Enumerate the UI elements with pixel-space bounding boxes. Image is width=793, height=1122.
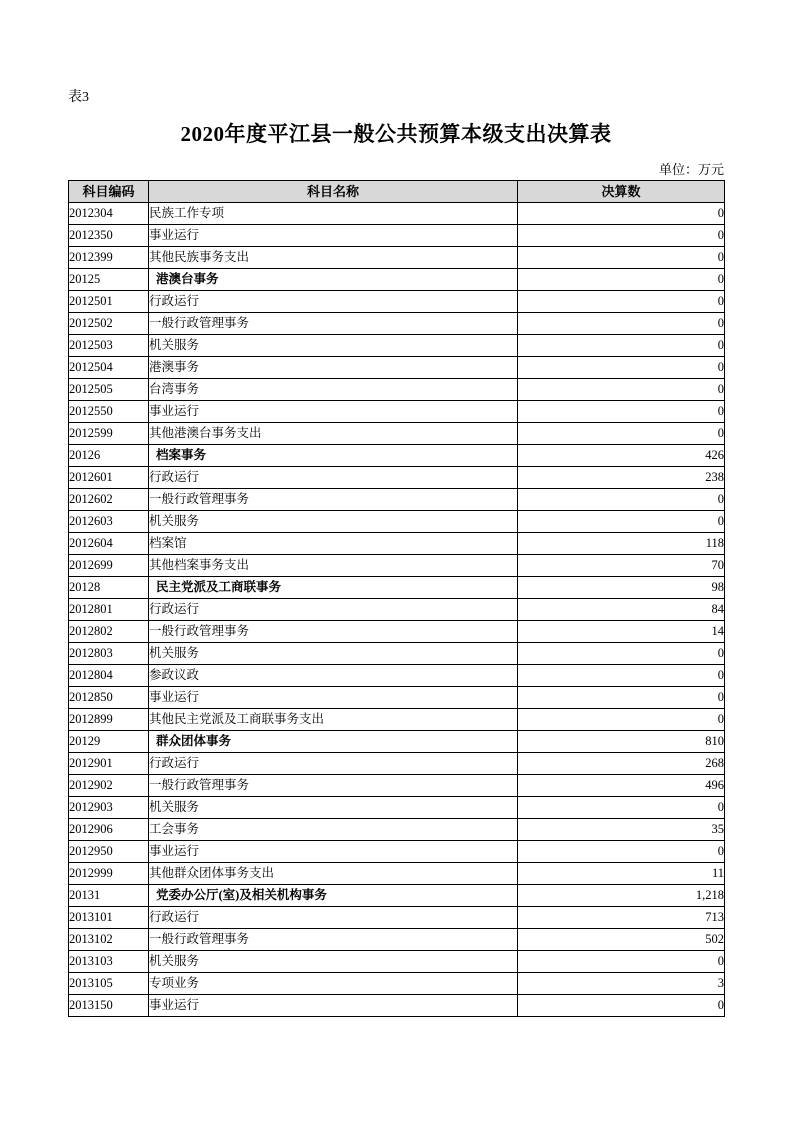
subject-code-cell: 2012504 (69, 357, 149, 379)
subject-name-cell: 其他港澳台事务支出 (149, 423, 518, 445)
subject-name-cell: 机关服务 (149, 335, 518, 357)
table-row (69, 929, 725, 951)
subject-code-cell: 2013105 (69, 973, 149, 995)
header-subject-code: 科目编码 (69, 181, 149, 203)
final-amount-cell: 70 (518, 555, 725, 577)
subject-name-cell: 党委办公厅(室)及相关机构事务 (149, 885, 518, 907)
table-row (69, 643, 725, 665)
table-row (69, 753, 725, 775)
table-row (69, 775, 725, 797)
header-row (69, 181, 725, 203)
subject-name-cell: 一般行政管理事务 (149, 929, 518, 951)
budget-table (68, 180, 725, 1017)
subject-code-cell: 2012802 (69, 621, 149, 643)
subject-code-cell: 2012603 (69, 511, 149, 533)
table-row (69, 269, 725, 291)
table-row (69, 819, 725, 841)
subject-code-cell: 2012505 (69, 379, 149, 401)
subject-name-cell: 一般行政管理事务 (149, 621, 518, 643)
subject-name-cell: 一般行政管理事务 (149, 775, 518, 797)
final-amount-cell: 810 (518, 731, 725, 753)
subject-name-cell: 事业运行 (149, 687, 518, 709)
subject-name-cell: 机关服务 (149, 643, 518, 665)
subject-name-cell: 行政运行 (149, 467, 518, 489)
subject-code-cell: 2012950 (69, 841, 149, 863)
table-row (69, 709, 725, 731)
table-number-label: 表3 (68, 90, 89, 105)
table-row (69, 445, 725, 467)
final-amount-cell: 0 (518, 401, 725, 423)
subject-name-cell: 机关服务 (149, 797, 518, 819)
final-amount-cell: 426 (518, 445, 725, 467)
final-amount-cell: 0 (518, 841, 725, 863)
table-row (69, 555, 725, 577)
subject-name-cell: 其他民主党派及工商联事务支出 (149, 709, 518, 731)
subject-name-cell: 其他群众团体事务支出 (149, 863, 518, 885)
subject-code-cell: 20131 (69, 885, 149, 907)
final-amount-cell: 0 (518, 247, 725, 269)
subject-code-cell: 2013101 (69, 907, 149, 929)
subject-name-cell: 台湾事务 (149, 379, 518, 401)
header-final-amount: 决算数 (518, 181, 725, 203)
subject-code-cell: 2012899 (69, 709, 149, 731)
subject-name-cell: 事业运行 (149, 401, 518, 423)
final-amount-cell: 0 (518, 643, 725, 665)
header-subject-name: 科目名称 (149, 181, 518, 203)
final-amount-cell: 502 (518, 929, 725, 951)
table-row (69, 357, 725, 379)
subject-name-cell: 一般行政管理事务 (149, 313, 518, 335)
subject-name-cell: 一般行政管理事务 (149, 489, 518, 511)
final-amount-cell: 0 (518, 423, 725, 445)
subject-code-cell: 2012902 (69, 775, 149, 797)
table-row (69, 951, 725, 973)
final-amount-cell: 35 (518, 819, 725, 841)
subject-name-cell: 事业运行 (149, 225, 518, 247)
subject-code-cell: 20129 (69, 731, 149, 753)
final-amount-cell: 1,218 (518, 885, 725, 907)
subject-code-cell: 20128 (69, 577, 149, 599)
table-row (69, 225, 725, 247)
subject-name-cell: 档案馆 (149, 533, 518, 555)
table-row (69, 203, 725, 225)
final-amount-cell: 0 (518, 203, 725, 225)
final-amount-cell: 0 (518, 995, 725, 1017)
final-amount-cell: 0 (518, 511, 725, 533)
subject-code-cell: 2012699 (69, 555, 149, 577)
subject-name-cell: 工会事务 (149, 819, 518, 841)
table-row (69, 467, 725, 489)
final-amount-cell: 268 (518, 753, 725, 775)
subject-name-cell: 事业运行 (149, 995, 518, 1017)
subject-code-cell: 2012850 (69, 687, 149, 709)
subject-code-cell: 2012804 (69, 665, 149, 687)
final-amount-cell: 0 (518, 313, 725, 335)
table-row (69, 313, 725, 335)
table-row (69, 577, 725, 599)
table-row (69, 665, 725, 687)
table-row (69, 423, 725, 445)
table-row (69, 621, 725, 643)
subject-code-cell: 2012903 (69, 797, 149, 819)
table-row (69, 841, 725, 863)
subject-code-cell: 2012906 (69, 819, 149, 841)
subject-code-cell: 2012901 (69, 753, 149, 775)
subject-code-cell: 2013103 (69, 951, 149, 973)
subject-code-cell: 2012350 (69, 225, 149, 247)
subject-name-cell: 机关服务 (149, 951, 518, 973)
final-amount-cell: 496 (518, 775, 725, 797)
final-amount-cell: 0 (518, 687, 725, 709)
table-row (69, 533, 725, 555)
subject-name-cell: 参政议政 (149, 665, 518, 687)
subject-name-cell: 事业运行 (149, 841, 518, 863)
subject-name-cell: 行政运行 (149, 599, 518, 621)
final-amount-cell: 0 (518, 709, 725, 731)
subject-name-cell: 港澳台事务 (149, 269, 518, 291)
final-amount-cell: 118 (518, 533, 725, 555)
table-row (69, 907, 725, 929)
subject-code-cell: 2012503 (69, 335, 149, 357)
table-header (69, 181, 725, 203)
table-row (69, 401, 725, 423)
table-body (69, 203, 725, 1017)
subject-name-cell: 民族工作专项 (149, 203, 518, 225)
table-row (69, 335, 725, 357)
table-row (69, 291, 725, 313)
subject-name-cell: 档案事务 (149, 445, 518, 467)
subject-name-cell: 其他民族事务支出 (149, 247, 518, 269)
table-row (69, 797, 725, 819)
table-row (69, 599, 725, 621)
subject-code-cell: 2012550 (69, 401, 149, 423)
subject-name-cell: 行政运行 (149, 291, 518, 313)
table-row (69, 731, 725, 753)
subject-code-cell: 2012604 (69, 533, 149, 555)
final-amount-cell: 0 (518, 335, 725, 357)
subject-name-cell: 民主党派及工商联事务 (149, 577, 518, 599)
final-amount-cell: 98 (518, 577, 725, 599)
subject-code-cell: 2012501 (69, 291, 149, 313)
final-amount-cell: 0 (518, 357, 725, 379)
final-amount-cell: 0 (518, 269, 725, 291)
final-amount-cell: 238 (518, 467, 725, 489)
subject-code-cell: 20125 (69, 269, 149, 291)
table-row (69, 687, 725, 709)
final-amount-cell: 84 (518, 599, 725, 621)
subject-code-cell: 2013102 (69, 929, 149, 951)
subject-name-cell: 机关服务 (149, 511, 518, 533)
subject-name-cell: 行政运行 (149, 753, 518, 775)
table-row (69, 995, 725, 1017)
subject-code-cell: 2012599 (69, 423, 149, 445)
table-row (69, 511, 725, 533)
subject-name-cell: 专项业务 (149, 973, 518, 995)
page-title: 2020年度平江县一般公共预算本级支出决算表 (180, 122, 612, 146)
table-row (69, 379, 725, 401)
table-row (69, 489, 725, 511)
table-row (69, 247, 725, 269)
subject-name-cell: 行政运行 (149, 907, 518, 929)
final-amount-cell: 0 (518, 797, 725, 819)
final-amount-cell: 0 (518, 489, 725, 511)
subject-code-cell: 2012999 (69, 863, 149, 885)
unit-label: 单位：万元 (658, 162, 724, 177)
subject-code-cell: 2012602 (69, 489, 149, 511)
subject-code-cell: 2012399 (69, 247, 149, 269)
table-row (69, 863, 725, 885)
subject-code-cell: 20126 (69, 445, 149, 467)
final-amount-cell: 0 (518, 291, 725, 313)
subject-code-cell: 2012304 (69, 203, 149, 225)
subject-code-cell: 2012502 (69, 313, 149, 335)
subject-code-cell: 2012801 (69, 599, 149, 621)
final-amount-cell: 0 (518, 225, 725, 247)
final-amount-cell: 14 (518, 621, 725, 643)
subject-name-cell: 其他档案事务支出 (149, 555, 518, 577)
final-amount-cell: 713 (518, 907, 725, 929)
final-amount-cell: 11 (518, 863, 725, 885)
final-amount-cell: 3 (518, 973, 725, 995)
subject-code-cell: 2013150 (69, 995, 149, 1017)
final-amount-cell: 0 (518, 951, 725, 973)
table-row (69, 973, 725, 995)
table-row (69, 885, 725, 907)
subject-name-cell: 群众团体事务 (149, 731, 518, 753)
subject-code-cell: 2012601 (69, 467, 149, 489)
subject-code-cell: 2012803 (69, 643, 149, 665)
subject-name-cell: 港澳事务 (149, 357, 518, 379)
final-amount-cell: 0 (518, 665, 725, 687)
final-amount-cell: 0 (518, 379, 725, 401)
